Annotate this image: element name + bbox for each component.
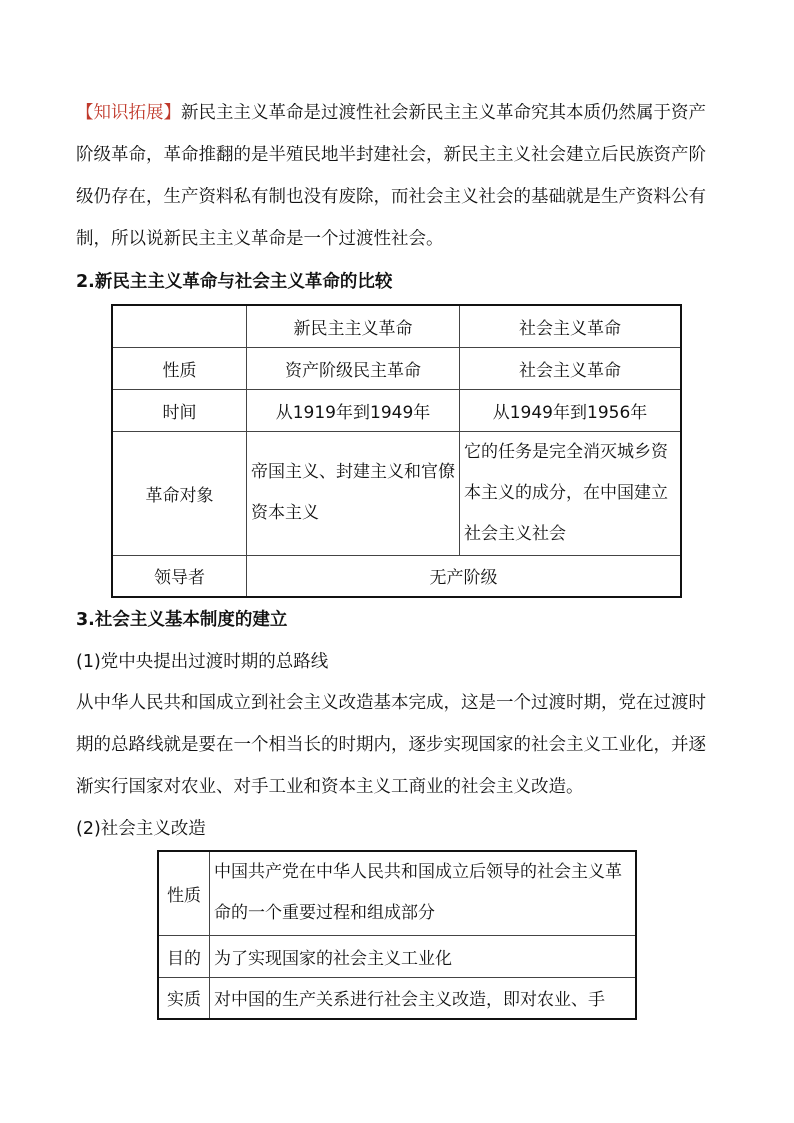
column-header-new-democratic: 新民主主义革命 bbox=[247, 305, 460, 347]
table-cell: 从1949年到1956年 bbox=[460, 389, 682, 431]
table-row bbox=[112, 431, 681, 555]
comparison-table bbox=[111, 304, 682, 598]
merged-cell: 无产阶级 bbox=[247, 555, 682, 597]
table-cell: 从1919年到1949年 bbox=[247, 389, 460, 431]
general-line-paragraph: 从中华人民共和国成立到社会主义改造基本完成，这是一个过渡时期，党在过渡时期的总路线就是要在一个相当长的时期内，逐步实现国家的社会主义工业化，并逐渐实行国家对农业、对手工业和资本主义工商业的社会主义改造。 bbox=[76, 693, 706, 797]
table-row bbox=[158, 977, 636, 1019]
row-label: 领导者 bbox=[112, 555, 247, 597]
table-cell: 它的任务是完全消灭城乡资本主义的成分，在中国建立社会主义社会 bbox=[460, 431, 682, 555]
knowledge-text: 新民主主义革命是过渡性社会新民主主义革命究其本质仍然属于资产阶级革命，革命推翻的是半殖民地半封建社会，新民主主义社会建立后民族资产阶级仍存在，生产资料私有制也没有废除，而社会主义社会的基础就是生产资料公有制，所以说新民主主义革命是一个过渡性社会。 bbox=[76, 103, 706, 249]
table-row bbox=[112, 347, 681, 389]
row-label: 目的 bbox=[158, 935, 210, 977]
table-cell: 资产阶级民主革命 bbox=[247, 347, 460, 389]
row-label: 革命对象 bbox=[112, 431, 247, 555]
subsection-2-title: (2)社会主义改造 bbox=[76, 819, 206, 839]
knowledge-extension-paragraph bbox=[76, 92, 721, 260]
table-row bbox=[158, 935, 636, 977]
row-label: 时间 bbox=[112, 389, 247, 431]
section2-title: 2.新民主主义革命与社会主义革命的比较 bbox=[76, 272, 393, 292]
table-row bbox=[158, 851, 636, 935]
table-cell: 帝国主义、封建主义和官僚资本主义 bbox=[247, 431, 460, 555]
column-header-socialist: 社会主义革命 bbox=[460, 305, 682, 347]
table-corner-cell bbox=[112, 305, 247, 347]
transformation-table bbox=[157, 850, 637, 1020]
subsection-1-title: (1)党中央提出过渡时期的总路线 bbox=[76, 652, 329, 672]
table-cell: 对中国的生产关系进行社会主义改造，即对农业、手 bbox=[210, 977, 637, 1019]
row-label: 性质 bbox=[158, 851, 210, 935]
knowledge-tag: 【知识拓展】 bbox=[76, 103, 181, 123]
table-cell: 为了实现国家的社会主义工业化 bbox=[210, 935, 637, 977]
row-label: 实质 bbox=[158, 977, 210, 1019]
table-row bbox=[112, 305, 681, 347]
table-cell: 中国共产党在中华人民共和国成立后领导的社会主义革命的一个重要过程和组成部分 bbox=[210, 851, 637, 935]
table-row bbox=[112, 555, 681, 597]
table-cell: 社会主义革命 bbox=[460, 347, 682, 389]
row-label: 性质 bbox=[112, 347, 247, 389]
table-row bbox=[112, 389, 681, 431]
section3-title: 3.社会主义基本制度的建立 bbox=[76, 610, 288, 630]
